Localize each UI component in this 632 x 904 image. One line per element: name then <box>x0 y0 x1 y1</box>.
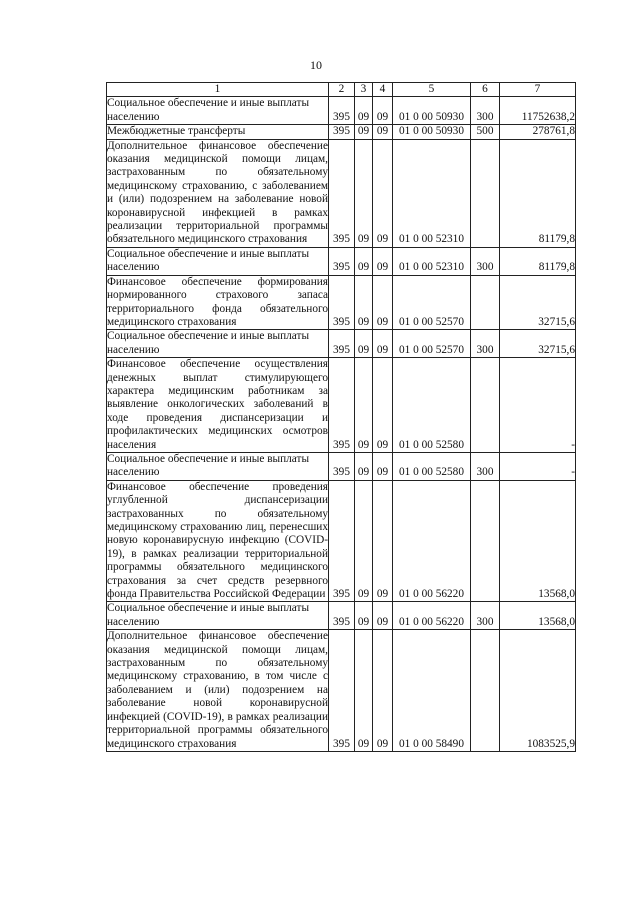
row-subsection: 09 <box>373 139 393 247</box>
row-target-article: 01 0 00 56220 <box>393 602 471 630</box>
row-amount: - <box>500 358 576 453</box>
row-name: Финансовое обеспечение осуществления денежных выплат стимулирующего характера медицинским работникам за выявление онкологических заболеваний в ходе проведения диспансеризации и профилактических медицинских осмотров населения <box>107 358 328 451</box>
row-amount: 13568,0 <box>500 480 576 602</box>
row-amount: 32715,6 <box>500 275 576 330</box>
row-amount: 11752638,2 <box>500 97 576 125</box>
row-code: 395 <box>329 358 355 453</box>
row-expense-type <box>471 480 500 602</box>
row-code: 395 <box>329 125 355 139</box>
row-expense-type: 500 <box>471 125 500 139</box>
row-amount: - <box>500 452 576 480</box>
row-subsection: 09 <box>373 247 393 275</box>
row-code: 395 <box>329 452 355 480</box>
row-code: 395 <box>329 247 355 275</box>
row-subsection: 09 <box>373 452 393 480</box>
row-subsection: 09 <box>373 630 393 752</box>
budget-table <box>106 82 576 752</box>
header-cell: 2 <box>329 83 355 97</box>
row-section: 09 <box>355 480 373 602</box>
row-name: Социальное обеспечение и иные выплаты населению <box>107 602 329 630</box>
row-name: Социальное обеспечение и иные выплаты населению <box>107 330 329 358</box>
row-amount: 1083525,9 <box>500 630 576 752</box>
row-amount: 13568,0 <box>500 602 576 630</box>
row-code: 395 <box>329 139 355 247</box>
row-expense-type: 300 <box>471 452 500 480</box>
row-code: 395 <box>329 480 355 602</box>
row-name: Социальное обеспечение и иные выплаты населению <box>107 452 329 480</box>
row-section: 09 <box>355 97 373 125</box>
row-name: Финансовое обеспечение проведения углубленной диспансеризации застрахованных по обязательному медицинскому страхованию лиц, перенесших новую коронавирусную инфекцию (COVID-19), в рамках реализации территориальной программы обязательного медицинского страхования за счет средств резервного фонда Правительства Российской Федерации <box>107 480 328 601</box>
row-target-article: 01 0 00 58490 <box>393 630 471 752</box>
row-section: 09 <box>355 602 373 630</box>
row-expense-type <box>471 275 500 330</box>
table-row <box>107 358 576 453</box>
row-target-article: 01 0 00 52570 <box>393 275 471 330</box>
row-name: Социальное обеспечение и иные выплаты населению <box>107 97 329 125</box>
row-section: 09 <box>355 275 373 330</box>
row-amount: 32715,6 <box>500 330 576 358</box>
row-name: Финансовое обеспечение формирования нормированного страхового запаса территориального фонда обязательного медицинского страхования <box>107 275 328 328</box>
row-amount: 81179,8 <box>500 247 576 275</box>
header-cell: 6 <box>471 83 500 97</box>
row-subsection: 09 <box>373 97 393 125</box>
row-section: 09 <box>355 125 373 139</box>
row-expense-type <box>471 630 500 752</box>
table-row <box>107 97 576 125</box>
row-section: 09 <box>355 358 373 453</box>
row-expense-type: 300 <box>471 602 500 630</box>
row-subsection: 09 <box>373 125 393 139</box>
header-cell: 7 <box>500 83 576 97</box>
header-cell: 3 <box>355 83 373 97</box>
row-code: 395 <box>329 602 355 630</box>
row-section: 09 <box>355 330 373 358</box>
row-target-article: 01 0 00 50930 <box>393 125 471 139</box>
table-row <box>107 630 576 752</box>
row-code: 395 <box>329 330 355 358</box>
table-row <box>107 330 576 358</box>
row-target-article: 01 0 00 56220 <box>393 480 471 602</box>
page-number: 10 <box>310 58 322 72</box>
table-row <box>107 602 576 630</box>
row-subsection: 09 <box>373 330 393 358</box>
table-row <box>107 247 576 275</box>
row-name: Межбюджетные трансферты <box>107 125 329 139</box>
row-target-article: 01 0 00 52580 <box>393 452 471 480</box>
header-cell: 5 <box>393 83 471 97</box>
row-subsection: 09 <box>373 480 393 602</box>
row-subsection: 09 <box>373 275 393 330</box>
row-section: 09 <box>355 452 373 480</box>
row-expense-type <box>471 358 500 453</box>
table-row <box>107 139 576 247</box>
table-row <box>107 480 576 602</box>
row-expense-type: 300 <box>471 247 500 275</box>
row-expense-type: 300 <box>471 97 500 125</box>
row-expense-type: 300 <box>471 330 500 358</box>
row-amount: 278761,8 <box>500 125 576 139</box>
row-target-article: 01 0 00 52580 <box>393 358 471 453</box>
row-target-article: 01 0 00 52570 <box>393 330 471 358</box>
row-amount: 81179,8 <box>500 139 576 247</box>
row-target-article: 01 0 00 52310 <box>393 247 471 275</box>
row-code: 395 <box>329 630 355 752</box>
row-expense-type <box>471 139 500 247</box>
row-name: Дополнительное финансовое обеспечение оказания медицинской помощи лицам, застрахованным по обязательному медицинскому страхованию, в том числе с заболеванием и (или) подозрением на заболевание новой коронавирусной инфекцией (COVID-19), в рамках реализации территориальной программы обязательного медицинского страхования <box>107 630 328 750</box>
row-name: Социальное обеспечение и иные выплаты населению <box>107 247 329 275</box>
row-subsection: 09 <box>373 358 393 453</box>
row-section: 09 <box>355 630 373 752</box>
table-header-row <box>107 83 576 97</box>
row-subsection: 09 <box>373 602 393 630</box>
row-target-article: 01 0 00 50930 <box>393 97 471 125</box>
row-code: 395 <box>329 275 355 330</box>
header-cell: 1 <box>107 83 329 97</box>
table-row <box>107 452 576 480</box>
row-section: 09 <box>355 139 373 247</box>
row-section: 09 <box>355 247 373 275</box>
row-target-article: 01 0 00 52310 <box>393 139 471 247</box>
row-code: 395 <box>329 97 355 125</box>
table-row <box>107 125 576 139</box>
header-cell: 4 <box>373 83 393 97</box>
row-name: Дополнительное финансовое обеспечение оказания медицинской помощи лицам, застрахованным по обязательному медицинскому страхованию, с заболеванием и (или) подозрением на заболевание новой коронавирусной инфекцией в рамках реализации территориальной программы обязательного медицинского страхования <box>107 139 328 246</box>
table-row <box>107 275 576 330</box>
